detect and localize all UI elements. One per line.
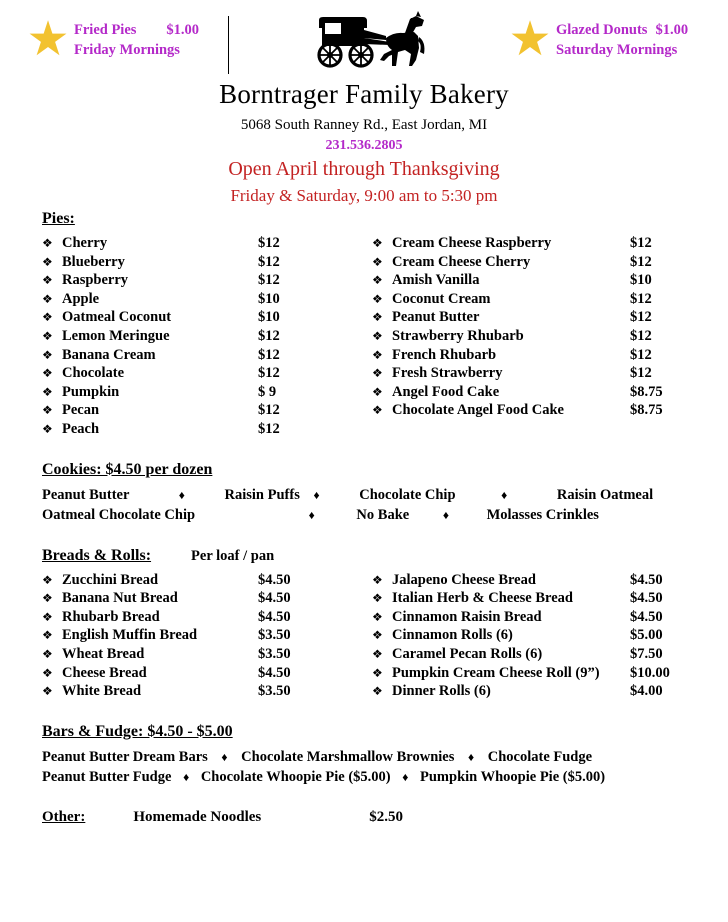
list-item — [372, 271, 712, 290]
item-name: No Bake — [356, 506, 410, 523]
diamond-bullet-icon: ❖ — [42, 421, 53, 436]
item-name: Homemade Noodles — [133, 808, 262, 825]
item-name: Peach — [62, 420, 100, 437]
item-name: Chocolate Marshmallow Brownies — [241, 748, 455, 765]
item-name: Blueberry — [62, 253, 125, 270]
diamond-bullet-icon: ❖ — [372, 684, 383, 699]
item-name: Cream Cheese Raspberry — [392, 235, 552, 251]
diamond-separator-icon: ♦ — [402, 769, 409, 784]
item-name: Cherry — [62, 235, 108, 251]
diamond-bullet-icon: ❖ — [42, 665, 53, 680]
item-price: $5.00 — [630, 627, 663, 644]
item-name: White Bread — [62, 683, 142, 700]
season-notice: Open April through Thanksgiving — [228, 158, 500, 180]
list-item — [42, 327, 372, 346]
item-price: $12 — [258, 235, 280, 251]
diamond-bullet-icon: ❖ — [372, 347, 383, 362]
item-price: $12 — [258, 346, 280, 363]
item-price: $3.50 — [258, 627, 291, 644]
item-name: Chocolate Whoopie Pie ($5.00) — [200, 768, 391, 785]
list-item — [372, 346, 712, 365]
item-price: $10 — [258, 290, 280, 307]
item-name: Oatmeal Coconut — [62, 309, 172, 326]
item-name: Rhubarb Bread — [62, 608, 160, 625]
section-other — [42, 809, 728, 826]
item-price: $12 — [258, 420, 280, 437]
diamond-separator-icon: ♦ — [442, 507, 449, 522]
section-breads-rolls — [42, 547, 728, 701]
item-price: $12 — [258, 272, 280, 289]
business-hours: Friday & Saturday, 9:00 am to 5:30 pm — [230, 186, 498, 205]
list-item — [372, 645, 712, 664]
item-name: Peanut Butter — [42, 486, 130, 503]
item-price: $3.50 — [258, 683, 291, 700]
list-item — [372, 327, 712, 346]
diamond-bullet-icon: ❖ — [42, 684, 53, 699]
item-name: Zucchini Bread — [62, 571, 159, 588]
promo-right-subtitle: Saturday Mornings — [556, 42, 678, 58]
item-name: Jalapeno Cheese Bread — [392, 571, 536, 588]
page-title: Borntrager Family Bakery — [219, 79, 509, 109]
diamond-bullet-icon: ❖ — [42, 403, 53, 418]
section-heading-pies: Pies: — [42, 210, 75, 227]
item-price: $12 — [630, 235, 652, 251]
item-name: Banana Nut Bread — [62, 590, 178, 607]
item-price: $12 — [258, 253, 280, 270]
pies-column-right — [372, 234, 712, 439]
item-name: Chocolate Chip — [359, 486, 456, 503]
item-name: Chocolate Fudge — [487, 748, 593, 765]
diamond-bullet-icon: ❖ — [372, 572, 383, 587]
item-name: Peanut Butter — [392, 309, 480, 326]
list-item — [372, 308, 712, 327]
diamond-bullet-icon: ❖ — [42, 236, 53, 250]
diamond-bullet-icon: ❖ — [372, 366, 383, 381]
diamond-bullet-icon: ❖ — [42, 366, 53, 381]
diamond-bullet-icon: ❖ — [42, 291, 53, 306]
item-name: Banana Cream — [62, 346, 156, 363]
diamond-separator-icon: ♦ — [183, 769, 190, 784]
list-item — [372, 608, 712, 627]
item-name: Chocolate Angel Food Cake — [392, 402, 564, 419]
list-item — [372, 664, 712, 683]
item-name: Peanut Butter Dream Bars — [42, 748, 208, 765]
breads-column-right — [372, 571, 712, 701]
item-name: Oatmeal Chocolate Chip — [42, 506, 196, 523]
item-name: Fresh Strawberry — [392, 365, 503, 382]
list-item — [42, 682, 372, 701]
star-icon: ★ — [508, 13, 552, 66]
list-item — [42, 364, 372, 383]
diamond-separator-icon: ♦ — [308, 507, 315, 522]
item-name: Cream Cheese Cherry — [392, 253, 531, 270]
section-heading-breads: Breads & Rolls: — [42, 546, 152, 564]
item-name: Dinner Rolls (6) — [392, 683, 491, 700]
diamond-bullet-icon: ❖ — [42, 609, 53, 624]
diamond-bullet-icon: ❖ — [42, 646, 53, 661]
item-name: Caramel Pecan Rolls (6) — [392, 645, 543, 662]
list-item — [372, 571, 712, 590]
list-item — [372, 383, 712, 402]
item-price: $4.50 — [630, 590, 663, 607]
item-price: $ 9 — [258, 383, 277, 400]
item-name: Cinnamon Raisin Bread — [392, 608, 542, 625]
item-name: Peanut Butter Fudge — [42, 768, 172, 785]
section-heading-cookies: Cookies: $4.50 per dozen — [42, 460, 213, 478]
promo-left-text — [74, 20, 199, 60]
item-name: Chocolate — [62, 365, 125, 382]
diamond-separator-icon: ♦ — [468, 749, 475, 764]
diamond-bullet-icon: ❖ — [372, 665, 383, 680]
item-price: $8.75 — [630, 402, 663, 419]
diamond-bullet-icon: ❖ — [372, 403, 383, 418]
section-heading-other: Other: — [42, 808, 86, 825]
list-item — [42, 383, 372, 402]
cookies-row-2 — [42, 505, 728, 525]
diamond-bullet-icon: ❖ — [42, 628, 53, 643]
diamond-separator-icon: ♦ — [178, 487, 185, 502]
list-item — [42, 271, 372, 290]
item-name: Cheese Bread — [62, 664, 147, 681]
item-name: Cinnamon Rolls (6) — [392, 627, 513, 644]
item-price: $12 — [630, 365, 652, 382]
diamond-bullet-icon: ❖ — [372, 591, 383, 606]
diamond-separator-icon: ♦ — [501, 487, 508, 502]
list-item — [42, 290, 372, 309]
item-price: $4.50 — [258, 664, 291, 681]
diamond-bullet-icon: ❖ — [42, 572, 53, 587]
section-cookies — [42, 461, 728, 525]
item-name: Lemon Meringue — [62, 327, 170, 344]
item-price: $2.50 — [369, 808, 403, 825]
item-name: French Rhubarb — [392, 346, 497, 363]
item-price: $3.50 — [258, 645, 291, 662]
item-price: $4.00 — [630, 683, 663, 700]
item-name: Molasses Crinkles — [486, 506, 599, 523]
diamond-separator-icon: ♦ — [313, 487, 320, 502]
star-icon: ★ — [26, 13, 70, 66]
diamond-bullet-icon: ❖ — [42, 591, 53, 606]
breads-price-unit-label: Per loaf / pan — [191, 547, 275, 564]
diamond-bullet-icon: ❖ — [372, 236, 383, 250]
item-name: Apple — [62, 290, 100, 307]
item-price: $8.75 — [630, 383, 663, 400]
horse-and-buggy-icon — [306, 8, 428, 72]
list-item — [42, 401, 372, 420]
item-price: $10.00 — [630, 664, 670, 681]
item-price: $4.50 — [258, 571, 291, 588]
diamond-bullet-icon: ❖ — [372, 628, 383, 643]
promo-left-price: $1.00 — [166, 22, 200, 38]
item-name: Pumpkin — [62, 383, 120, 400]
item-price: $4.50 — [258, 590, 291, 607]
business-address: 5068 South Ranney Rd., East Jordan, MI — [240, 117, 488, 133]
item-name: Amish Vanilla — [392, 272, 480, 289]
item-name: Raspberry — [62, 272, 129, 289]
list-item — [42, 571, 372, 590]
item-price: $12 — [630, 290, 652, 307]
diamond-bullet-icon: ❖ — [372, 254, 383, 269]
item-price: $4.50 — [630, 608, 663, 625]
diamond-bullet-icon: ❖ — [42, 310, 53, 325]
list-item — [42, 589, 372, 608]
item-name: Angel Food Cake — [392, 383, 500, 400]
promo-glazed-donuts — [508, 13, 689, 66]
item-price: $12 — [630, 346, 652, 363]
item-name: Pumpkin Cream Cheese Roll (9”) — [392, 664, 600, 681]
list-item — [42, 346, 372, 365]
item-name: Raisin Oatmeal — [556, 486, 654, 503]
diamond-bullet-icon: ❖ — [372, 646, 383, 661]
promo-fried-pies — [26, 13, 200, 66]
list-item — [42, 253, 372, 272]
breads-column-left — [42, 571, 372, 701]
diamond-bullet-icon: ❖ — [42, 384, 53, 399]
item-price: $12 — [258, 365, 280, 382]
item-price: $12 — [630, 327, 652, 344]
list-item — [372, 253, 712, 272]
cookies-row-1 — [42, 485, 728, 505]
menu-body — [0, 210, 728, 826]
list-item — [372, 364, 712, 383]
list-item — [372, 589, 712, 608]
list-item — [42, 234, 372, 253]
item-price: $4.50 — [630, 571, 663, 588]
diamond-bullet-icon: ❖ — [372, 609, 383, 624]
item-name: Italian Herb & Cheese Bread — [392, 590, 573, 607]
bars-row-1 — [42, 747, 728, 767]
diamond-bullet-icon: ❖ — [42, 273, 53, 288]
list-item — [372, 401, 712, 420]
item-name: Wheat Bread — [62, 645, 145, 662]
item-price: $10 — [258, 309, 280, 326]
diamond-bullet-icon: ❖ — [372, 291, 383, 306]
item-price: $12 — [630, 253, 652, 270]
item-price: $4.50 — [258, 608, 291, 625]
item-name: Strawberry Rhubarb — [392, 327, 524, 344]
list-item — [372, 682, 712, 701]
diamond-bullet-icon: ❖ — [372, 328, 383, 343]
section-bars-fudge — [42, 723, 728, 787]
list-item — [42, 308, 372, 327]
diamond-bullet-icon: ❖ — [42, 254, 53, 269]
list-item — [42, 626, 372, 645]
bars-row-2 — [42, 767, 728, 787]
promo-right-price: $1.00 — [655, 22, 689, 38]
promo-right-text — [556, 20, 688, 60]
item-name: English Muffin Bread — [62, 627, 198, 644]
business-phone: 231.536.2805 — [325, 138, 403, 153]
diamond-bullet-icon: ❖ — [42, 328, 53, 343]
list-item — [372, 626, 712, 645]
item-name: Pumpkin Whoopie Pie ($5.00) — [420, 768, 606, 785]
diamond-separator-icon: ♦ — [221, 749, 228, 764]
diamond-bullet-icon: ❖ — [372, 273, 383, 288]
diamond-bullet-icon: ❖ — [372, 310, 383, 325]
promo-left-title: Fried Pies — [74, 22, 137, 38]
item-price: $10 — [630, 272, 652, 289]
item-price: $7.50 — [630, 645, 663, 662]
item-name: Raisin Puffs — [224, 486, 300, 503]
header-divider — [228, 16, 229, 74]
diamond-bullet-icon: ❖ — [42, 347, 53, 362]
item-price: $12 — [258, 327, 280, 344]
list-item — [42, 608, 372, 627]
section-heading-bars: Bars & Fudge: $4.50 - $5.00 — [42, 722, 233, 740]
list-item — [372, 234, 712, 253]
promo-right-title: Glazed Donuts — [556, 22, 648, 38]
item-name: Pecan — [62, 402, 100, 419]
diamond-bullet-icon: ❖ — [372, 384, 383, 399]
pies-column-left — [42, 234, 372, 439]
menu-header — [0, 0, 728, 210]
list-item — [42, 645, 372, 664]
section-pies — [42, 210, 728, 439]
list-item — [372, 290, 712, 309]
list-item — [42, 664, 372, 683]
item-price: $12 — [258, 402, 280, 419]
item-price: $12 — [630, 309, 652, 326]
list-item — [42, 420, 372, 439]
item-name: Coconut Cream — [392, 290, 491, 307]
promo-left-subtitle: Friday Mornings — [74, 42, 180, 58]
